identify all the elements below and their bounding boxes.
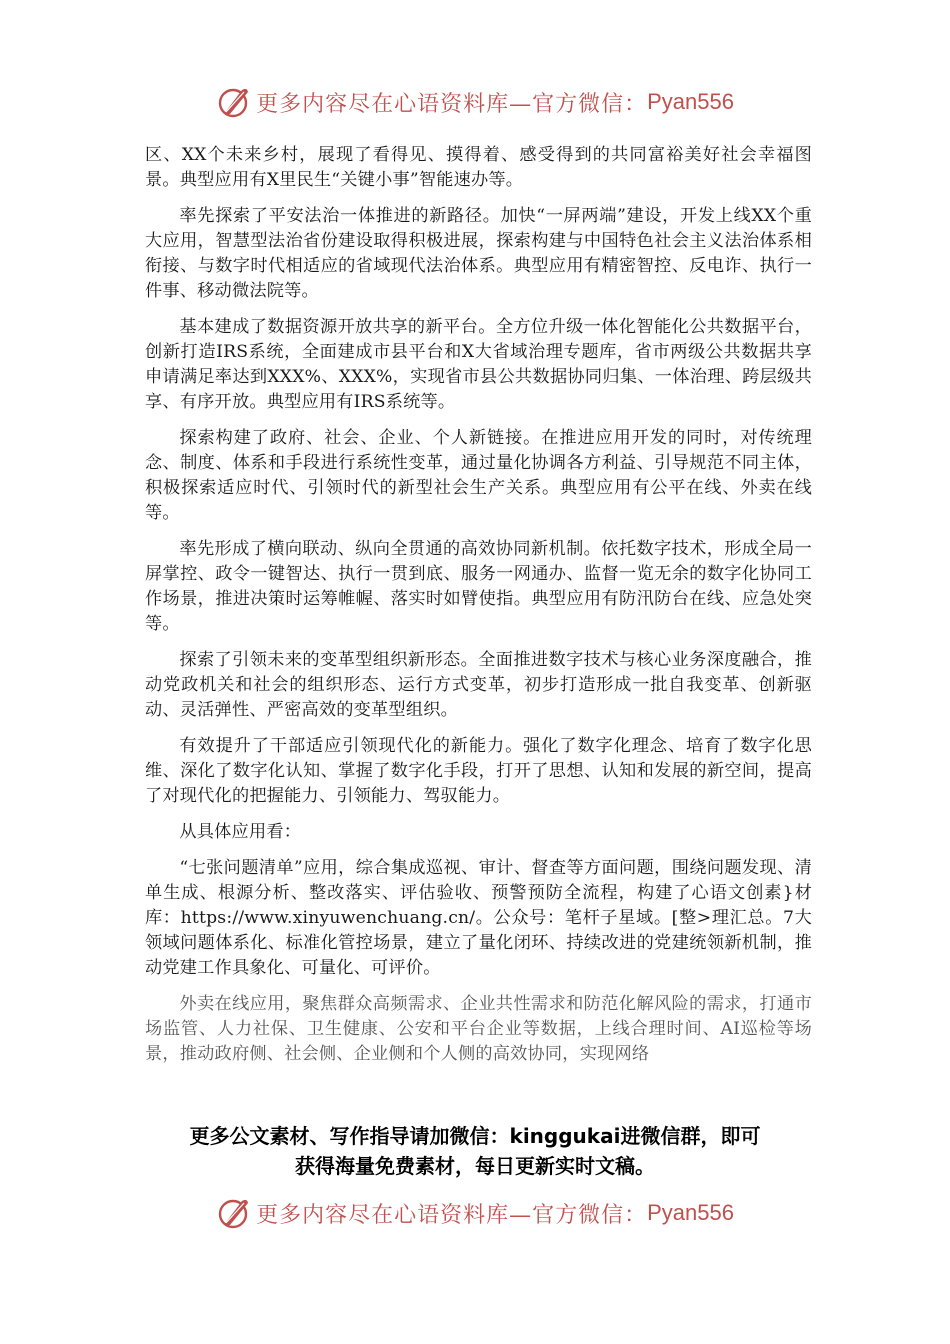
paragraph: 率先形成了横向联动、纵向全贯通的高效协同新机制。依托数字技术，形成全局一屏掌控、政令一键智达、执行一贯到底、服务一网通办、监督一览无余的数字化协同工作场景，推进决策时运筹帷幄、落实时如臂使指。典型应用有防汛防台在线、应急处突等。	[145, 539, 812, 634]
paragraph: 从具体应用看：	[179, 822, 302, 842]
promo-note	[0, 1121, 950, 1181]
quill-logo-icon	[216, 1195, 252, 1231]
paragraph: 外卖在线应用，聚焦群众高频需求、企业共性需求和防范化解风险的需求，打通市场监管、人力社保、卫生健康、公安和平台企业等数据，上线合理时间、AI巡检等场景，推动政府侧、社会侧、企业侧和个人侧的高效协同，实现网络	[145, 994, 812, 1064]
paragraph: 探索构建了政府、社会、企业、个人新链接。在推进应用开发的同时，对传统理念、制度、体系和手段进行系统性变革，通过量化协调各方利益、引导规范不同主体，积极探索适应时代、引领时代的新型社会生产关系。典型应用有公平在线、外卖在线等。	[145, 428, 812, 523]
watermark-wechat-id: Pyan556	[647, 1200, 734, 1225]
watermark-text: 更多内容尽在心语资料库—官方微信：	[256, 91, 648, 117]
paragraph: 率先探索了平安法治一体推进的新路径。加快“一屏两端”建设，开发上线XX个重大应用，智慧型法治省份建设取得积极进展，探索构建与中国特色社会主义法治体系相衔接、与数字时代相适应的省域现代法治体系。典型应用有精密智控、反电诈、执行一件事、移动微法院等。	[145, 206, 812, 301]
promo-line: 获得海量免费素材，每日更新实时文稿。	[295, 1154, 655, 1178]
paragraph: 基本建成了数据资源开放共享的新平台。全方位升级一体化智能化公共数据平台，创新打造IRS系统，全面建成市县平台和X大省域治理专题库，省市两级公共数据共享申请满足率达到XXX%、XXX%，实现省市县公共数据协同归集、一体治理、跨层级共享、有序开放。典型应用有IRS系统等。	[145, 317, 812, 412]
footer-watermark	[0, 1193, 950, 1233]
watermark-wechat-id: Pyan556	[647, 89, 734, 114]
quill-logo-icon	[216, 84, 252, 120]
paragraph: 有效提升了干部适应引领现代化的新能力。强化了数字化理念、培育了数字化思维、深化了数字化认知、掌握了数字化手段，打开了思想、认知和发展的新空间，提高了对现代化的把握能力、引领能力、驾驭能力。	[145, 736, 812, 806]
paragraph: 区、XX个未来乡村，展现了看得见、摸得着、感受得到的共同富裕美好社会幸福图景。典型应用有X里民生“关键小事”智能速办等。	[145, 145, 812, 190]
watermark-text: 更多内容尽在心语资料库—官方微信：	[256, 1202, 648, 1228]
document-body	[145, 143, 812, 1078]
paragraph: “七张问题清单”应用，综合集成巡视、审计、督查等方面问题，围绕问题发现、清单生成、根源分析、整改落实、评估验收、预警预防全流程，构建了心语文创素}材库：https://www.xinyuwenchuang.cn/。公众号：笔杆子星域。[整>理汇总。7大领域问题体系化、标准化管控场景，建立了量化闭环、持续改进的党建统领新机制，推动党建工作具象化、可量化、可评价。	[145, 858, 812, 978]
header-watermark	[0, 82, 950, 122]
paragraph: 探索了引领未来的变革型组织新形态。全面推进数字技术与核心业务深度融合，推动党政机关和社会的组织形态、运行方式变革，初步打造形成一批自我变革、创新驱动、灵活弹性、严密高效的变革型组织。	[145, 650, 812, 720]
promo-line: 更多公文素材、写作指导请加微信：kinggukai进微信群，即可	[189, 1124, 761, 1148]
